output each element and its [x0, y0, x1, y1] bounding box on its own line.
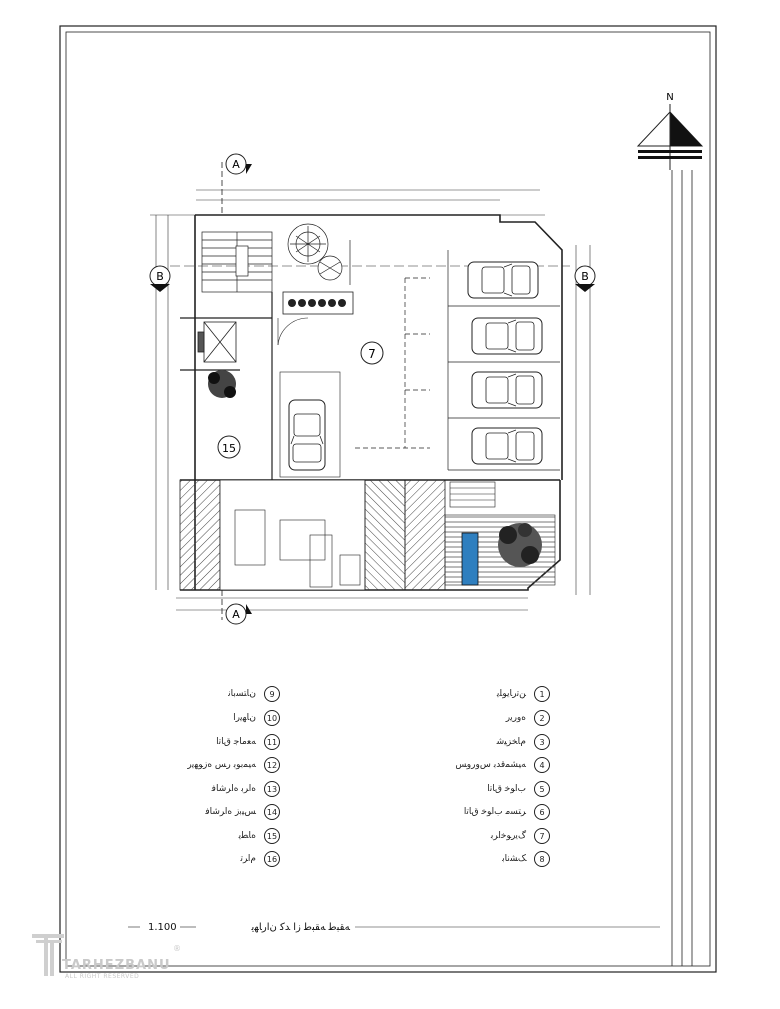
- legend-number: 5: [534, 781, 550, 797]
- legend-label: ﻡﺍﺮﺗ: [240, 854, 256, 864]
- drawing-title: ﻪﻘﺒﻃ ﻪﻘﺒﻃ ﺯﺍ ﺪﻛ ﻥﺍﺭﺎﻬﻳ: [251, 922, 350, 933]
- legend-label: ﻩﻭﺭﻳﺭ: [505, 713, 526, 723]
- scale-label: 1.100: [148, 922, 177, 933]
- north-label: N: [666, 92, 674, 103]
- legend-label: ﻩﺎﻄﻳ: [238, 831, 256, 841]
- legend-number: 10: [264, 710, 280, 726]
- legend-number: 9: [264, 686, 280, 702]
- legend-number: 8: [534, 851, 550, 867]
- legend-number: 3: [534, 734, 550, 750]
- legend-label: ﻦﺗﺭﺎﻳﻮﻠﻳ: [496, 689, 526, 699]
- watermark-registered: ®: [173, 944, 181, 953]
- legend-label: ﮒﻳﺭﻮﺧﺍﺮﺑ: [490, 831, 526, 841]
- legend-label: ﺲﻴﺑﺯ ﻩﺍﺮﺷﺎﻓ: [205, 807, 256, 817]
- legend-number: 6: [534, 804, 550, 820]
- legend-number: 12: [264, 757, 280, 773]
- legend-number: 11: [264, 734, 280, 750]
- legend-label: ﻪﻌﻣﺎﺟ ﻕﺎﺗﺍ: [216, 737, 256, 747]
- legend-label: ﻡﺎﺨﺰﻴﺷ: [496, 737, 526, 747]
- legend-label: ﺏﺍﻮﺧ ﻕﺎﺗﺍ: [487, 784, 526, 794]
- legend-number: 15: [264, 828, 280, 844]
- watermark-name: TARHEZBANU: [62, 958, 171, 973]
- legend-number: 13: [264, 781, 280, 797]
- legend-label: ﮏﺸﻧﺎﺑ: [502, 854, 526, 864]
- legend-number: 2: [534, 710, 550, 726]
- legend-label: ﻩﺍﺮﺑ ﻩﺍﺮﺷﺎﻓ: [211, 784, 256, 794]
- section-b-label-right: B: [581, 270, 589, 283]
- room-15-text: 15: [222, 442, 236, 455]
- legend-label: ﻥﺎﺘﺴﺑﺎﻧ: [228, 689, 256, 699]
- legend-number: 16: [264, 851, 280, 867]
- legend-label: ﺮﺘﺴﻣ ﺏﺍﻮﺧ ﻕﺎﺗﺍ: [463, 807, 526, 817]
- legend-number: 14: [264, 804, 280, 820]
- legend-label: ﻪﻴﻤﺑﻮﺑ ﺭﺲ ﻩﺯﻮﻬﻳﺭ: [187, 760, 256, 770]
- watermark-sub: ALL RIGHT RESERVED: [65, 973, 140, 980]
- legend-number: 4: [534, 757, 550, 773]
- legend-number: 1: [534, 686, 550, 702]
- legend-label: ﻥﺎﻬﻳﺭﺍ: [233, 713, 256, 723]
- section-a-label-bottom: A: [232, 608, 240, 621]
- section-b-label-left: B: [156, 270, 164, 283]
- legend-number: 7: [534, 828, 550, 844]
- room-7-text: 7: [368, 347, 376, 361]
- section-a-label-top: A: [232, 158, 240, 171]
- legend-label: ﻪﻴﺸﻤﻗﺪﺑ ﺱﻭﺭﻭﺲ: [455, 760, 526, 770]
